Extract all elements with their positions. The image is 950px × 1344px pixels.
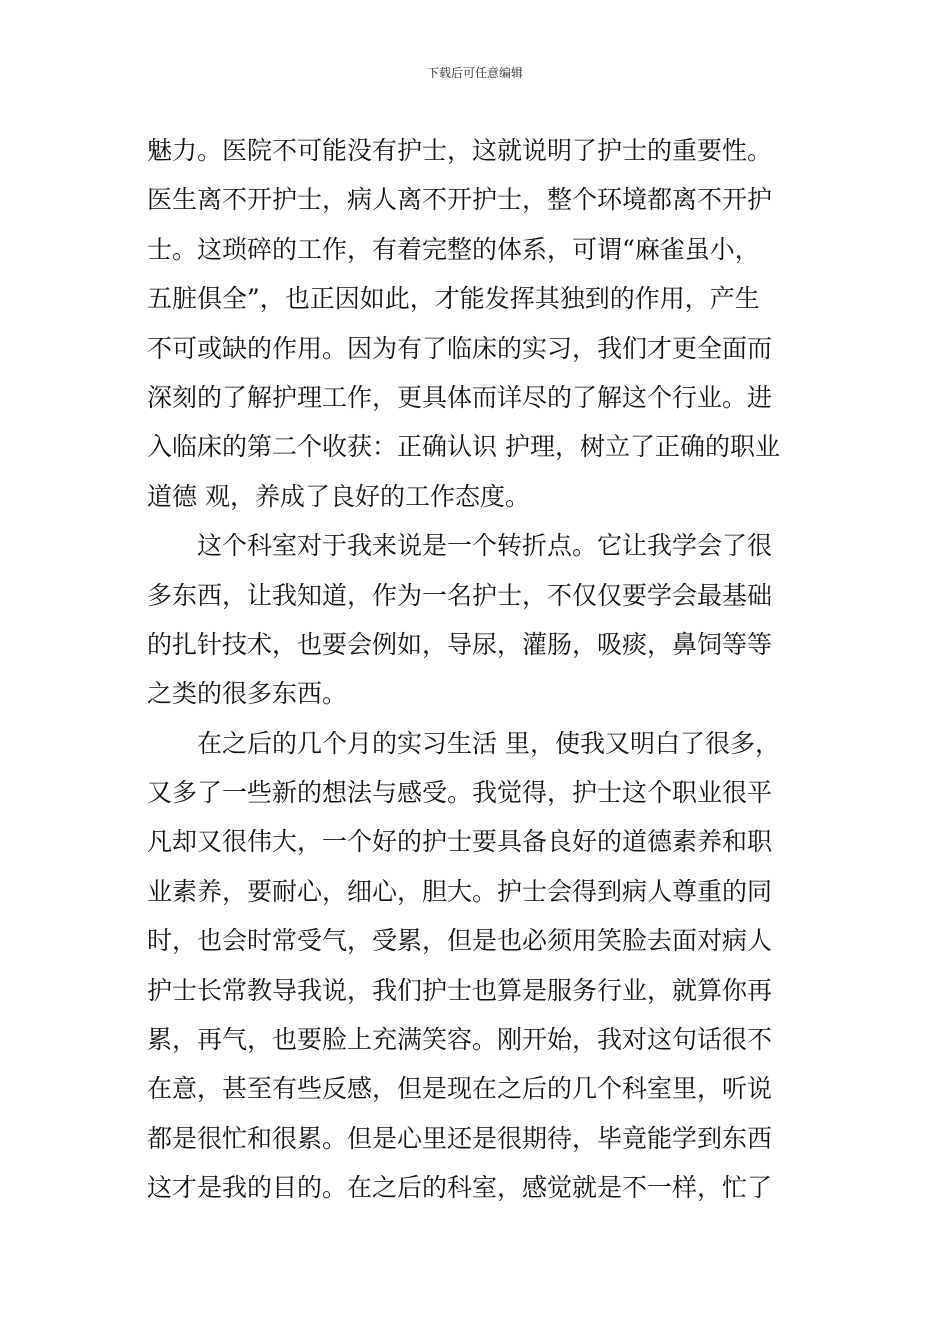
text-line: 之类的很多东西。 [147, 679, 348, 709]
text-line: 又多了一些新的想法与感受。我觉得，护士这个职业很平 [147, 778, 773, 808]
text-line: 都是很忙和很累。但是心里还是很期待，毕竟能学到东西 [147, 1123, 773, 1153]
text-line: 多东西，让我知道，作为一名护士，不仅仅要学会最基础 [147, 580, 773, 610]
page-header: 下载后可任意编辑 [426, 66, 523, 80]
text-line: 深刻的了解护理工作，更具体而详尽的了解这个行业。进 [147, 382, 773, 412]
text-line: 五脏俱全”，也正因如此，才能发挥其独到的作用，产生 [147, 284, 760, 314]
text-line: 入临床的第二个收获：正确认识 护理，树立了正确的职业 [147, 432, 780, 462]
text-line: 凡却又很伟大，一个好的护士要具备良好的道德素养和职 [147, 827, 773, 857]
text-line: 道德 观，养成了良好的工作态度。 [147, 481, 530, 511]
text-line: 这个科室对于我来说是一个转折点。它让我学会了很 [147, 531, 773, 561]
text-line: 业素养，要耐心，细心，胆大。护士会得到病人尊重的同 [147, 876, 773, 906]
document-body [147, 126, 817, 1213]
text-line: 在意，甚至有些反感，但是现在之后的几个科室里，听说 [147, 1074, 773, 1104]
text-line: 医生离不开护士，病人离不开护士，整个环境都离不开护 [147, 185, 773, 215]
text-line: 时，也会时常受气，受累，但是也必须用笑脸去面对病人 [147, 926, 773, 956]
text-line: 护士长常教导我说，我们护士也算是服务行业，就算你再 [147, 975, 773, 1005]
text-line: 在之后的几个月的实习生活 里，使我又明白了很多， [147, 728, 780, 758]
text-line: 魅力。医院不可能没有护士，这就说明了护士的重要性。 [147, 136, 773, 165]
text-line: 士。这琐碎的工作，有着完整的体系，可谓“麻雀虽小， [147, 234, 760, 264]
text-line: 的扎针技术，也要会例如，导尿，灌肠，吸痰，鼻饲等等 [147, 629, 773, 659]
text-line: 累，再气，也要脸上充满笑容。刚开始，我对这句话很不 [147, 1025, 773, 1055]
text-line: 这才是我的目的。在之后的科室，感觉就是不一样，忙了 [147, 1173, 773, 1203]
text-line: 不可或缺的作用。因为有了临床的实习，我们才更全面而 [147, 333, 773, 363]
